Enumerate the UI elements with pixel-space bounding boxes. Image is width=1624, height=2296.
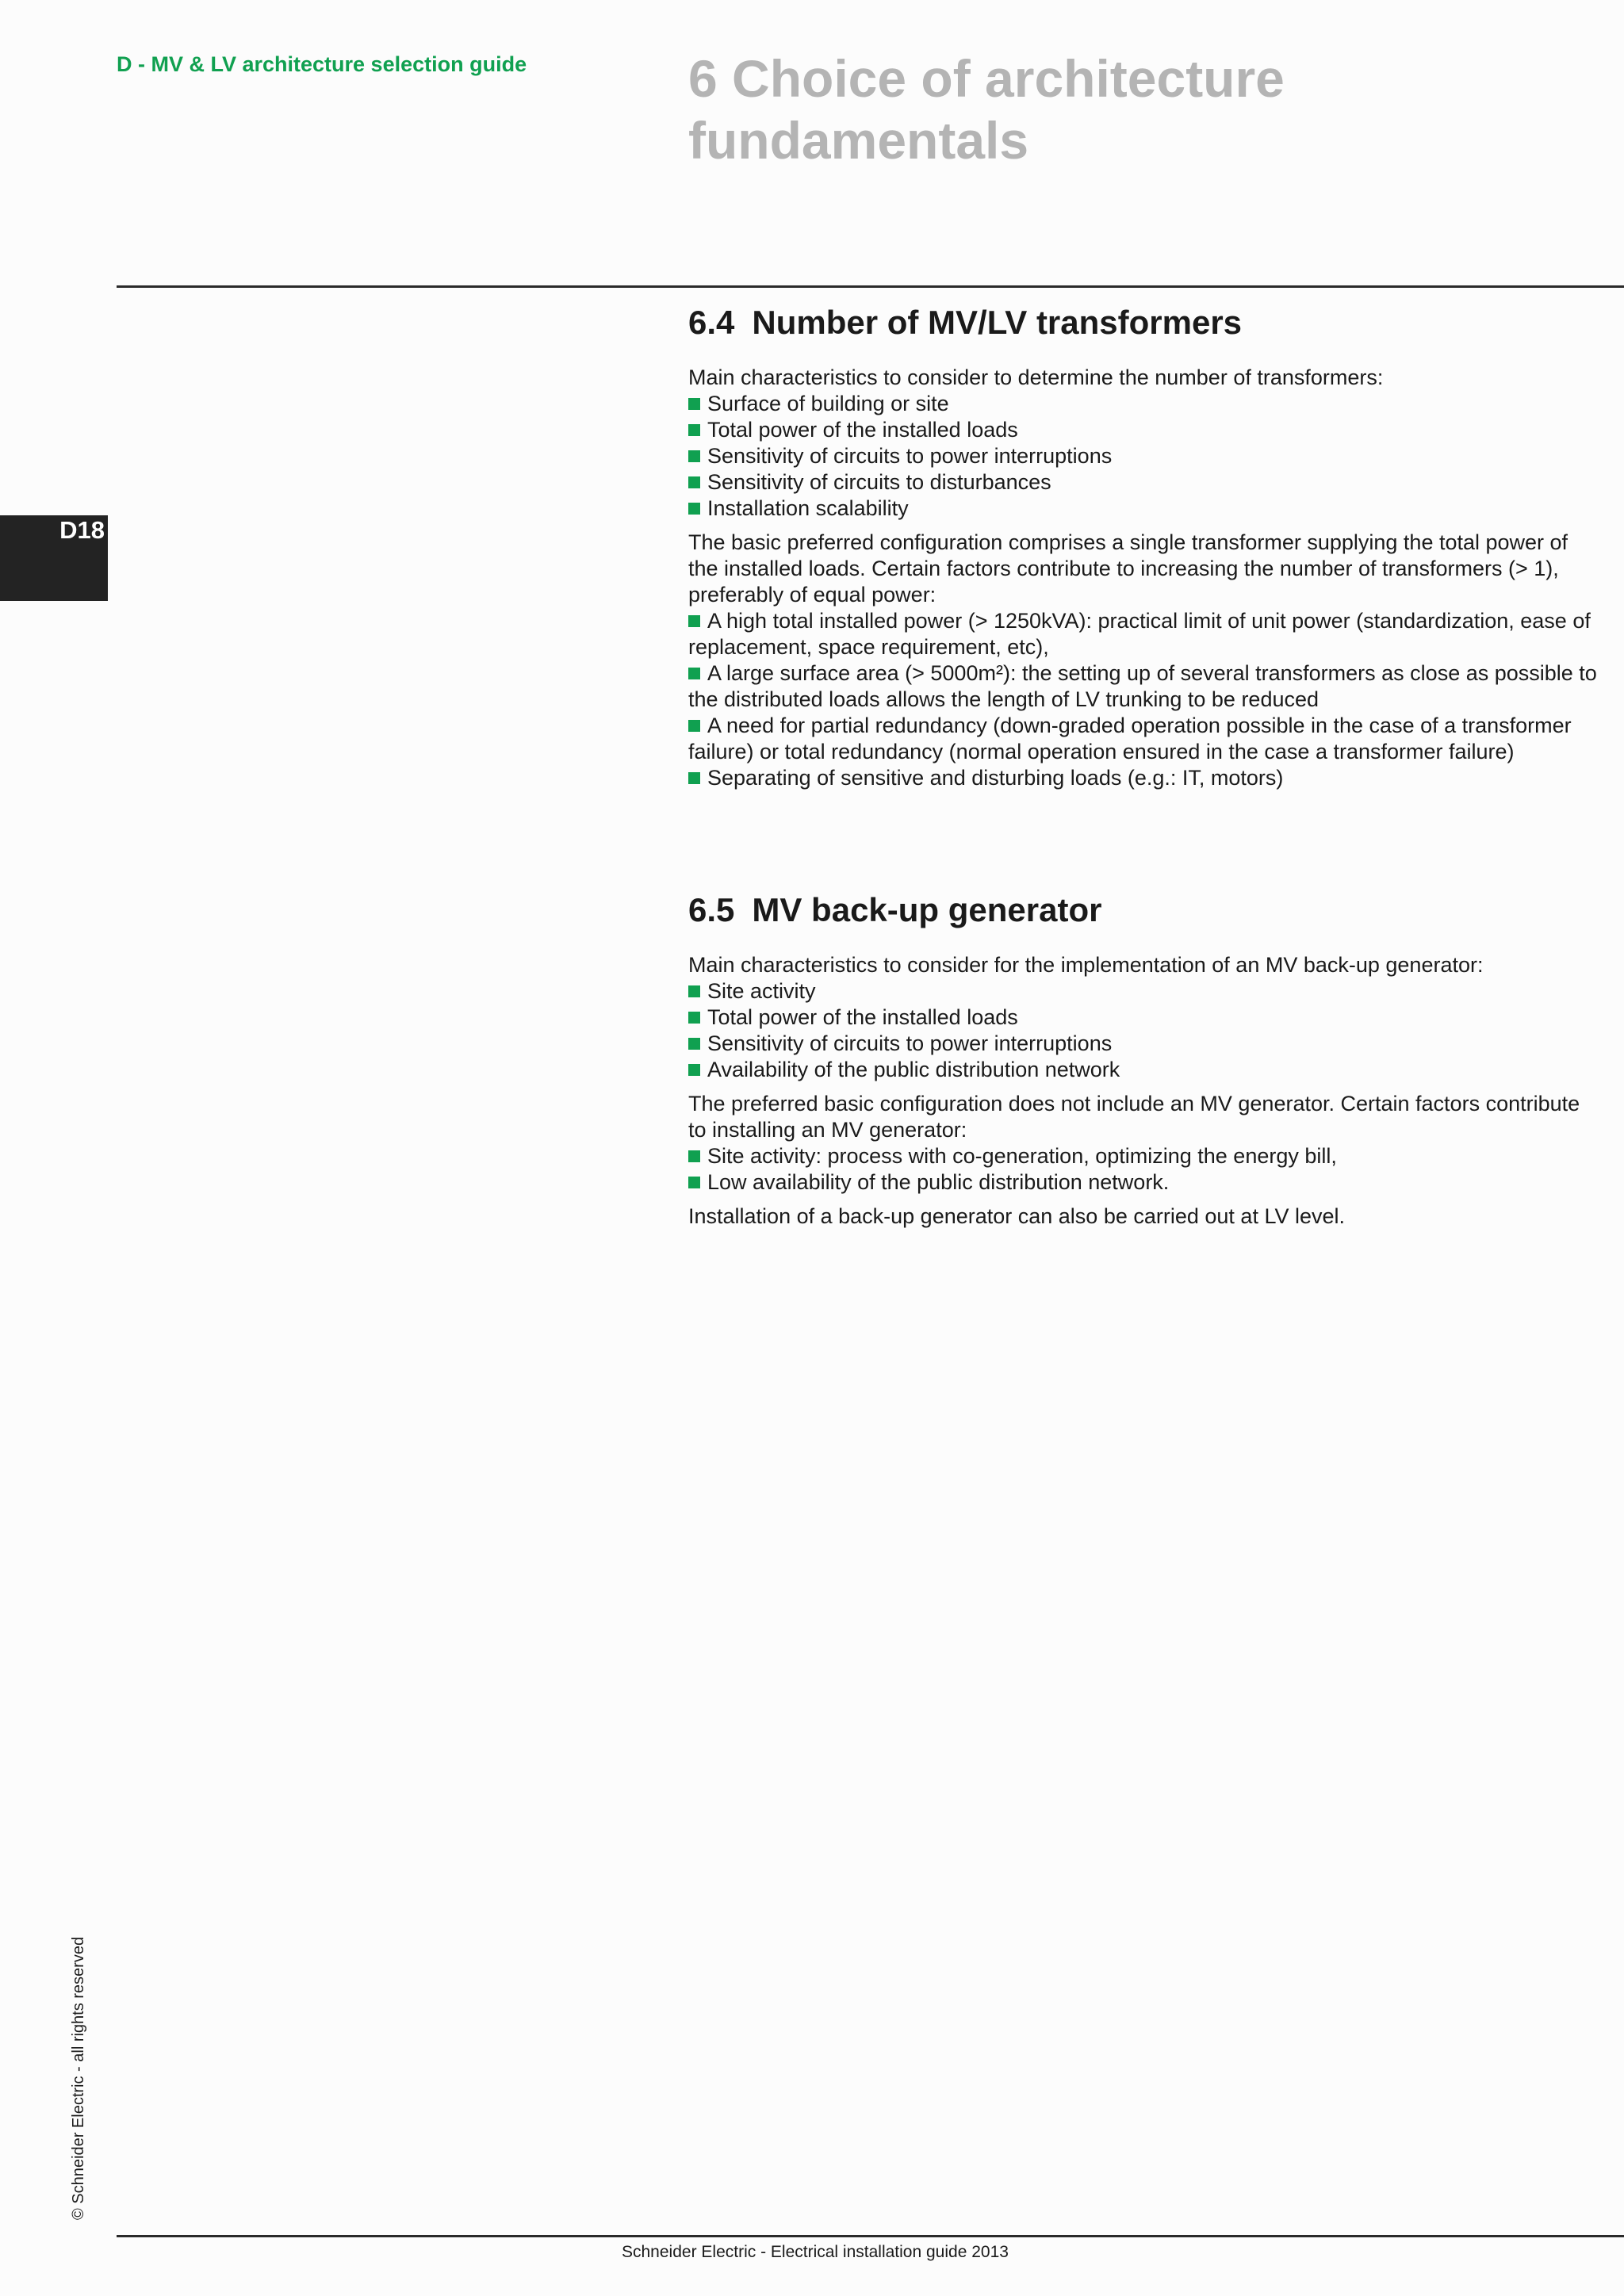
config-text: The basic preferred configuration comprises a single transformer supplying the total power of the installed loads. Certain factors contribute to increasing the number of transformers (> 1), preferably of equal power: [688,530,1568,607]
bullet-icon [688,668,700,679]
list-item: Sensitivity of circuits to disturbances [688,469,1600,496]
bullet-icon [688,1038,700,1050]
section-title: Number of MV/LV transformers [752,304,1243,341]
bullet-icon [688,1177,700,1188]
bullet-icon [688,398,700,410]
list-item: A large surface area (> 5000m²): the setting up of several transformers as close as possible to the distributed loads allows the length of LV trunking to be reduced [688,661,1597,711]
list-item: Sensitivity of circuits to power interruptions [688,443,1600,469]
list-item: Total power of the installed loads [688,1004,1600,1031]
section-heading [688,889,1600,932]
list-item: Installation scalability [688,496,1600,522]
section-heading [688,301,1600,344]
bullet-icon [688,424,700,436]
list-item: Surface of building or site [688,391,1600,417]
list-item: A high total installed power (> 1250kVA): practical limit of unit power (standardization, ease of replacement, space requirement, etc), [688,609,1591,659]
bottom-rule [117,2235,1624,2237]
section-title: MV back-up generator [752,891,1102,928]
top-rule [117,285,1624,288]
closing-text: Installation of a back-up generator can also be carried out at LV level. [688,1204,1345,1228]
list-item: Site activity [688,978,1600,1004]
bullet-icon [688,615,700,627]
footer-text: Schneider Electric - Electrical installation guide 2013 [622,2243,1009,2261]
intro-text: Main characteristics to consider for the implementation of an MV back-up generator: [688,953,1484,977]
section-6-4 [688,301,1600,791]
list-item: A need for partial redundancy (down-graded operation possible in the case of a transformer failure) or total redundancy (normal operation ensured in the case a transformer failure) [688,714,1572,763]
bullet-icon [688,476,700,488]
intro-text: Main characteristics to consider to determine the number of transformers: [688,365,1384,389]
section-6-5 [688,889,1600,1230]
copyright-notice: © Schneider Electric - all rights reserved [70,1936,87,2220]
bullet-icon [688,985,700,997]
bullet-icon [688,1150,700,1162]
bullet-icon [688,1064,700,1076]
list-item: Site activity: process with co-generation, optimizing the energy bill, [688,1143,1600,1169]
list-item: Availability of the public distribution network [688,1057,1600,1083]
bullet-icon [688,720,700,732]
list-item: Separating of sensitive and disturbing loads (e.g.: IT, motors) [688,765,1600,791]
list-item: Low availability of the public distribution network. [688,1169,1600,1196]
page-number: D18 [59,516,105,544]
bullet-icon [688,1012,700,1024]
list-item: Total power of the installed loads [688,417,1600,443]
bullet-icon [688,450,700,462]
list-item: Sensitivity of circuits to power interruptions [688,1031,1600,1057]
page-tab [0,515,108,601]
section-number: 6.4 [688,304,735,341]
chapter-title: 6 Choice of architecture fundamentals [688,49,1285,170]
section-number: 6.5 [688,891,735,928]
config-text: The preferred basic configuration does not include an MV generator. Certain factors contribute to installing an MV generator: [688,1092,1580,1142]
section-header: D - MV & LV architecture selection guide [117,52,527,76]
bullet-icon [688,503,700,515]
bullet-icon [688,772,700,784]
